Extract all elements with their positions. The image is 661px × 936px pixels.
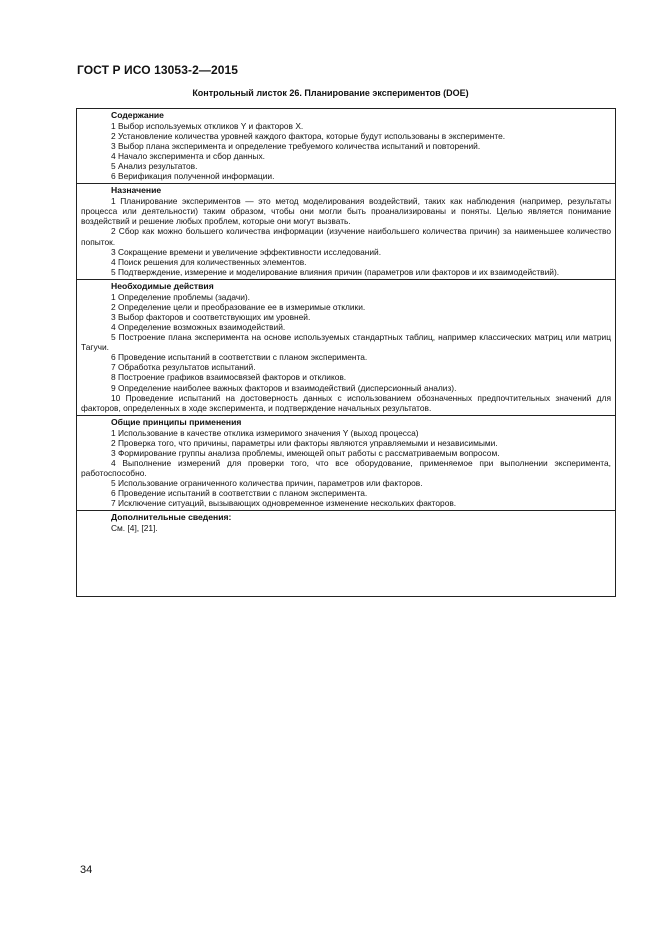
section-heading: Назначение: [111, 185, 162, 196]
list-item: 1 Планирование экспериментов — это метод моделирования воздействий, таких как наблюдения (например, результаты процесса или деятельности) таким образом, чтобы они могли быть проанализированы и поняты. Целью является понимание воздействий и решение любых проблем, которые они могут вызвать.: [81, 196, 611, 227]
list-item: 8 Построение графиков взаимосвязей факторов и откликов.: [111, 372, 347, 383]
section-heading: Дополнительные сведения:: [111, 512, 232, 523]
document-header: ГОСТ Р ИСО 13053-2—2015: [77, 63, 239, 77]
section-purpose: [77, 184, 615, 280]
checklist-title: Контрольный листок 26. Планирование экспериментов (DOE): [192, 88, 469, 98]
section-additional: [77, 511, 615, 535]
section-heading: Общие принципы применения: [111, 416, 242, 427]
list-item: 10 Проведение испытаний на достоверность данных с использованием обозначенных предпочтительных значений для факторов, определенных в ходе эксперимента, и подтверждение начальных результатов.: [81, 392, 611, 413]
list-item: 5 Подтверждение, измерение и моделирование влияния причин (параметров или факторов и их взаимодействий).: [111, 266, 560, 277]
list-item: 6 Проведение испытаний в соответствии с планом эксперимента.: [111, 352, 368, 363]
list-item: 3 Выбор плана эксперимента и определение требуемого количества испытаний и повторений.: [111, 140, 481, 151]
list-item: 4 Определение возможных взаимодействий.: [111, 321, 286, 332]
list-item: 5 Анализ результатов.: [111, 161, 198, 172]
list-item: 2 Установление количества уровней каждого фактора, которые будут использованы в эксперименте.: [111, 130, 506, 141]
list-item: 3 Формирование группы анализа проблемы, имеющей опыт работы с рассматриваемым вопросом.: [111, 447, 500, 458]
list-item: 1 Использование в качестве отклика измеримого значения Y (выход процесса): [111, 427, 419, 438]
list-item: 1 Выбор используемых откликов Y и факторов X.: [111, 120, 304, 131]
list-item: 7 Обработка результатов испытаний.: [111, 362, 256, 373]
list-item: 9 Определение наиболее важных факторов и взаимодействий (дисперсионный анализ).: [111, 382, 457, 393]
list-item: 7 Исключение ситуаций, вызывающих одновременное изменение нескольких факторов.: [111, 498, 457, 509]
list-item: 6 Верификация полученной информации.: [111, 171, 275, 182]
list-item: 4 Выполнение измерений для проверки того, что все оборудование, применяемое при выполнении эксперимента, работоспособно.: [81, 457, 611, 478]
checklist-table: [76, 108, 616, 597]
list-item: 2 Сбор как можно большего количества информации (изучение наибольшего количества причин) за наименьшее количество попыток.: [81, 226, 611, 247]
list-item: 3 Выбор факторов и соответствующих им уровней.: [111, 311, 311, 322]
list-item: 5 Построение плана эксперимента на основе используемых стандартных таблиц, например классических матриц или матриц Тагучи.: [81, 332, 611, 353]
section-heading: Необходимые действия: [111, 280, 214, 291]
list-item: 2 Определение цели и преобразование ее в измеримые отклики.: [111, 301, 366, 312]
section-content: [77, 109, 615, 184]
list-item: 2 Проверка того, что причины, параметры или факторы являются управляемыми и независимыми.: [111, 437, 498, 448]
section-heading: Содержание: [111, 110, 164, 120]
page-number: 34: [80, 864, 93, 876]
reference-text: См. [4], [21].: [111, 523, 158, 534]
list-item: 3 Сокращение времени и увеличение эффективности исследований.: [111, 246, 382, 257]
list-item: 6 Проведение испытаний в соответствии с планом эксперимента.: [111, 488, 368, 499]
section-actions: [77, 280, 615, 416]
section-principles: [77, 416, 615, 512]
list-item: 1 Определение проблемы (задачи).: [111, 291, 250, 302]
list-item: 4 Начало эксперимента и сбор данных.: [111, 151, 265, 162]
list-item: 5 Использование ограниченного количества причин, параметров или факторов.: [111, 478, 423, 489]
list-item: 4 Поиск решения для количественных элементов.: [111, 256, 307, 267]
